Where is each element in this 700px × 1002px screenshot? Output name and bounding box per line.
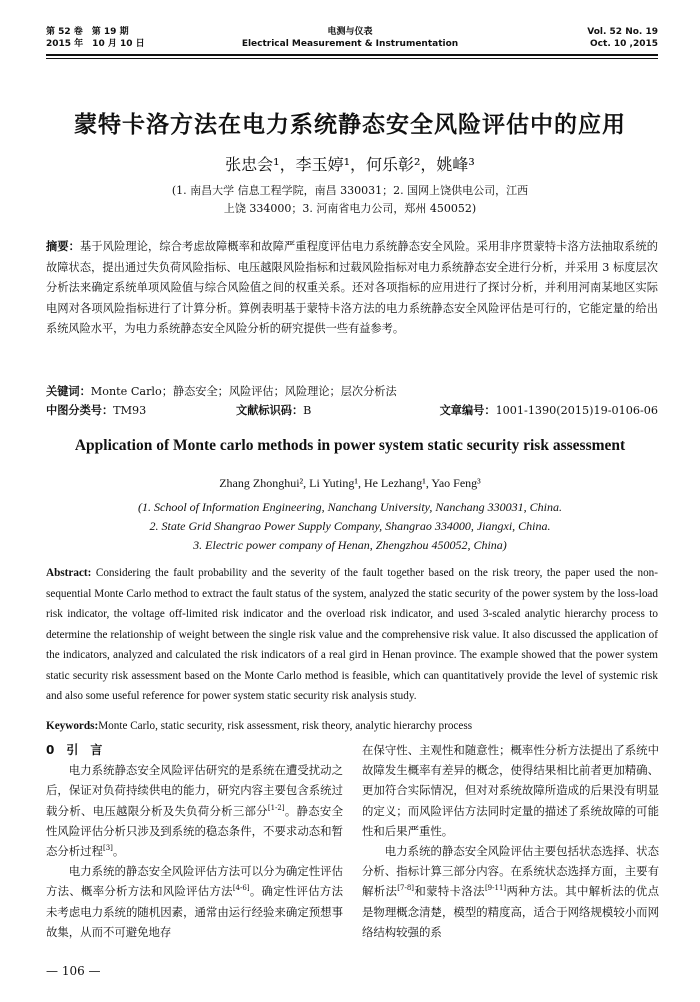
- abstract-en-text: Considering the fault probability and the severity of the fault together based on the risk treory, the paper used the non-sequential Monte Carlo method to extract the fault status of the system, analyzed the static security of the power system by the loss-load risk indicator, the voltage off-limited risk indicator and the overload risk indicator, and used 3-scaled analytic hierarchy process to determine the relationship of weight between the single risk value and the comprehensive risk value. It also discussed the application of the indicators, analyzed and calculated the risk indicators of a real gird in Henan province. The example showed that the power system static security risk assessment based on the Monte Carlo method is feasible, which can quantitatively provide the level of systemic risk and also some useful reference for power system static security risk analysis study.: [46, 567, 659, 702]
- authors-cn: 张忠会¹，李玉婷¹，何乐彰²，姚峰³: [225, 155, 475, 174]
- authors-en: Zhang Zhonghui², Li Yuting¹, He Lezhang¹, Yao Feng³: [219, 476, 481, 490]
- header-volume: 第 52 卷 第 19 期: [46, 27, 129, 37]
- affiliations-en: [0, 498, 700, 555]
- citation: [7-8]: [397, 884, 415, 893]
- paper-title-en: Application of Monte carlo methods in power system static security risk assessment: [74, 437, 626, 454]
- keywords-en-label: Keywords:: [46, 720, 99, 732]
- header-date: 2015 年 10 月 10 日: [46, 39, 145, 49]
- affiliation-cn-line: 上饶 334000；3. 河南省电力公司，郑州 450052): [223, 202, 477, 215]
- affiliations-cn: [0, 182, 700, 218]
- header-rule-thick: [46, 54, 658, 56]
- affiliation-cn-line: (1. 南昌大学 信息工程学院，南昌 330031；2. 国网上饶供电公司，江西: [171, 184, 529, 197]
- paper-title-cn: 蒙特卡洛方法在电力系统静态安全风险评估中的应用: [74, 112, 626, 138]
- header-rule-thin: [46, 58, 658, 59]
- page-number: — 106 —: [46, 964, 101, 978]
- abstract-en-label: Abstract:: [46, 567, 92, 579]
- affiliation-en-line: 2. State Grid Shangrao Power Supply Company, Shangrao 334000, Jiangxi, China.: [149, 519, 551, 533]
- header-journal-en: Electrical Measurement & Instrumentation: [241, 39, 459, 49]
- citation: [9-11]: [484, 884, 507, 893]
- citation: [3]: [102, 844, 113, 853]
- abstract-en: [46, 563, 658, 707]
- abstract-cn: [46, 237, 658, 340]
- abstract-cn-label: 摘要：: [46, 240, 81, 253]
- citation: [4-6]: [232, 884, 250, 893]
- article-number: 文章编号：1001-1390(2015)19-0106-06: [439, 404, 658, 417]
- header-vol-en: [587, 26, 658, 50]
- abstract-cn-text: 基于风险理论，综合考虑故障概率和故障严重程度评估电力系统静态安全风险。采用非序贯蒙特卡洛方法抽取系统的故障状态，提出通过失负荷风险指标、电压越限风险指标和过载风险指标对电力系统静态安全进行分析，并采用 3 标度层次分析法来确定系统单项风险值与综合风险值之间的权重关系。还对各项指标的应用进行了探讨分析，并利用河南某地区实际电网对各项风险指标进行了计算分析。算例表明基于蒙特卡洛方法的电力系统静态安全风险评估是可行的，它能定量的给出系统风险水平，为电力系统静态安全风险分析的研究提供一些有益参考。: [46, 240, 658, 335]
- body-column-left: [46, 740, 343, 942]
- section-heading-intro: 0 引 言: [46, 743, 103, 757]
- header-journal-cn: 电测与仪表: [327, 27, 373, 37]
- keywords-cn-label: 关键词：: [46, 385, 91, 398]
- body-paragraph: 在保守性、主观性和随意性；概率性分析方法提出了系统中故障发生概率有差异的概念，使得结果相比前者更加精确、更加符合实际情况，但对对系统故障所造成的后果没有明显的定义；而风险评估方法同时定量的描述了系统故障的可能性和后果严重性。: [362, 743, 659, 838]
- clc-number: 中图分类号：TM93: [46, 404, 147, 417]
- citation: [1-2]: [267, 803, 285, 812]
- header-vol-number: Vol. 52 No. 19: [587, 27, 658, 37]
- document-code: 文献标识码：B: [236, 404, 312, 417]
- affiliation-en-line: (1. School of Information Engineering, Nanchang University, Nanchang 330031, China.: [138, 500, 562, 514]
- keywords-en-text: Monte Carlo, static security, risk assessment, risk theory, analytic hierarchy process: [98, 720, 473, 732]
- header-vol-date: Oct. 10 ,2015: [590, 39, 658, 49]
- affiliation-en-line: 3. Electric power company of Henan, Zhengzhou 450052, China): [193, 538, 507, 552]
- body-paragraph: 电力系统的静态安全风险评估主要包括状态选择、状态分析、指标计算三部分内容。在系统状态选择方面，主要有解析法[7-8]和蒙特卡洛法[9-11]两种方法。其中解析法的优点是物理概念清楚，模型的精度高，适合于网络规模较小而网络结构较强的系: [362, 844, 659, 939]
- body-paragraph: 电力系统静态安全风险评估研究的是系统在遭受扰动之后，保证对负荷持续供电的能力，研究内容主要包含系统过载分析、电压越限分析及失负荷分析三部分[1-2]。静态安全性风险评估分析只涉及到系统的稳态条件，不要求动态和暂态分析过程[3]。: [46, 763, 343, 859]
- keywords-en: [46, 717, 658, 735]
- keywords-cn: [46, 383, 658, 401]
- classification-row: [46, 402, 658, 420]
- body-paragraph: 电力系统的静态安全风险评估方法可以分为确定性评估方法、概率分析方法和风险评估方法[4-6]。确定性评估方法未考虑电力系统的随机因素，通常由运行经验来确定预想事故集，从而不可避免地存: [46, 864, 343, 939]
- keywords-cn-text: Monte Carlo；静态安全；风险评估；风险理论；层次分析法: [90, 385, 397, 398]
- body-column-right: [362, 740, 659, 942]
